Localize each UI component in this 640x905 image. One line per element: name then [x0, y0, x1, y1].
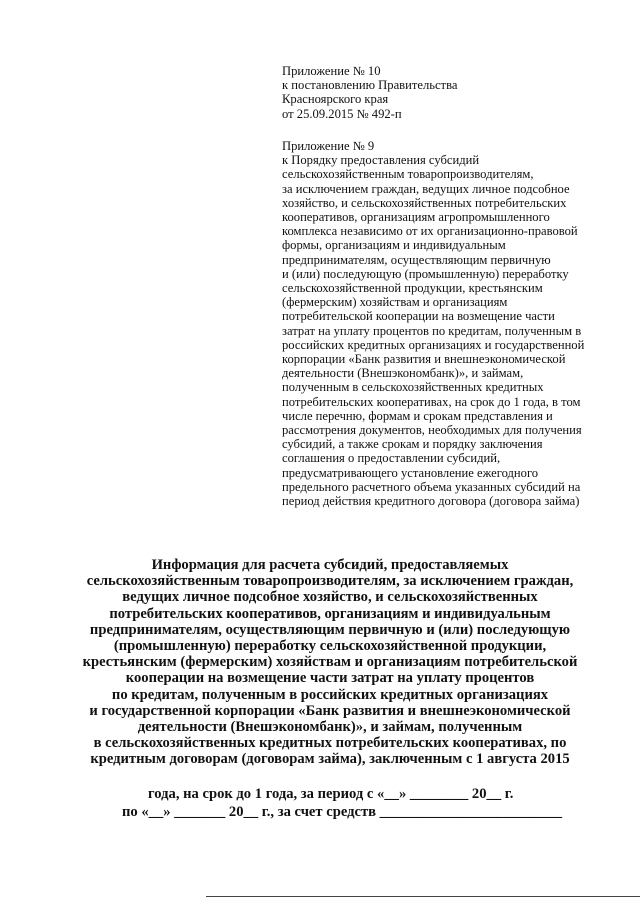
appendix-10-line: Приложение № 10 [282, 64, 381, 78]
appendix-9-line: корпорации «Банк развития и внешнеэкономической [282, 352, 566, 367]
appendix-9-header [282, 139, 612, 508]
title-line: сельскохозяйственным товаропроизводителям, за исключением граждан, [86, 573, 574, 590]
appendix-9-line: полученным в сельскохозяйственных кредитных [282, 380, 544, 395]
period-end-year-prefix: 20 [225, 804, 244, 820]
appendix-9-line: потребительской кооперации на возмещение части [282, 309, 555, 324]
appendix-9-line: формы, организациям и индивидуальным [282, 238, 506, 253]
appendix-9-line: предусматривающего установление ежегодного [282, 465, 539, 480]
appendix-9-line: деятельности (Внешэкономбанк)», и займам, [282, 366, 524, 381]
period-start-prefix: года, на срок до 1 года, за период с « [148, 786, 385, 802]
appendix-9-line: затрат на уплату процентов по кредитам, полученным в [282, 323, 582, 338]
period-start-year-prefix: 20 [468, 786, 487, 802]
appendix-9-line: (фермерским) хозяйствам и организациям [282, 295, 508, 310]
period-start-suffix: г. [501, 786, 514, 802]
title-line: (промышленную) переработку сельскохозяйственной продукции, [113, 638, 547, 655]
period-end-line [122, 804, 562, 821]
title-line: в сельскохозяйственных кредитных потребительских кооперативах, по [93, 735, 567, 752]
end-month-blank: _______ [174, 804, 226, 820]
appendix-9-line: хозяйство, и сельскохозяйственных потребительских [282, 195, 567, 210]
appendix-9-line: числе перечню, формам и срокам представления и [282, 408, 553, 423]
title-line: кооперации на возмещение части затрат на уплату процентов [125, 670, 535, 687]
appendix-9-line: предельного расчетного объема указанных субсидий на [282, 479, 581, 494]
title-line: потребительских кооперативов, организациям и индивидуальным [109, 605, 551, 622]
title-line: крестьянским (фермерским) хозяйствам и организациям потребительской [82, 654, 578, 671]
period-start-mid: » [398, 786, 410, 802]
end-year-blank: __ [243, 804, 259, 820]
title-line: по кредитам, полученным в российских кредитных организациях [111, 686, 549, 703]
appendix-9-line: сельскохозяйственным товаропроизводителям, [282, 167, 534, 182]
appendix-9-line: сельскохозяйственной продукции, крестьянским [282, 281, 543, 296]
appendix-10-line: Красноярского края [282, 92, 389, 107]
title-line: предпринимателям, осуществляющим первичную и (или) последующую [89, 621, 571, 638]
appendix-9-line: российских кредитных организациях и государственной [282, 337, 585, 352]
title-line: Информация для расчета субсидий, предоставляемых [151, 557, 509, 573]
start-month-blank: ________ [409, 786, 469, 802]
appendix-10-line: от 25.09.2015 № 492-п [282, 106, 402, 121]
appendix-9-line: кооперативов, организациям агропромышленного [282, 210, 550, 225]
funding-source-blank: _________________________ [379, 804, 563, 820]
end-day-blank: __ [148, 804, 164, 820]
appendix-9-line: и (или) последующую (промышленную) переработку [282, 266, 569, 281]
appendix-10-line: к постановлению Правительства [282, 78, 458, 93]
period-start-line [148, 786, 513, 803]
appendix-10-header [282, 64, 612, 121]
title-line: кредитным договорам (договорам займа), заключенным с 1 августа 2015 [90, 751, 570, 768]
bottom-rule-divider [206, 896, 640, 897]
title-line: и государственной корпорации «Банк развития и внешнеэкономической [89, 702, 571, 719]
title-line: ведущих личное подсобное хозяйство, и сельскохозяйственных [122, 589, 538, 606]
appendix-9-line: комплекса независимо от их организационно-правовой [282, 224, 578, 239]
appendix-9-line: потребительских кооперативах, на срок до 1 года, в том [282, 394, 581, 409]
period-end-prefix: по « [122, 804, 149, 820]
appendix-9-line: за исключением граждан, ведущих личное подсобное [282, 181, 570, 196]
appendix-9-line: рассмотрения документов, необходимых для получения [282, 423, 582, 438]
appendix-9-line: Приложение № 9 [282, 139, 375, 153]
appendix-9-line: субсидий, а также срокам и порядку заключения [282, 437, 543, 452]
title-line: деятельности (Внешэкономбанк)», и займам, полученным [137, 719, 523, 736]
appendix-9-line: период действия кредитного договора (договора займа) [282, 494, 580, 509]
period-end-mid: » [163, 804, 175, 820]
appendix-9-line: соглашения о предоставлении субсидий, [282, 451, 501, 466]
document-title [50, 557, 610, 768]
period-end-suffix: г., за счет средств [258, 804, 380, 820]
appendix-9-line: к Порядку предоставления субсидий [282, 153, 480, 168]
start-day-blank: __ [384, 786, 399, 802]
start-year-blank: __ [486, 786, 502, 802]
appendix-9-line: предпринимателям, осуществляющим первичную [282, 252, 551, 267]
